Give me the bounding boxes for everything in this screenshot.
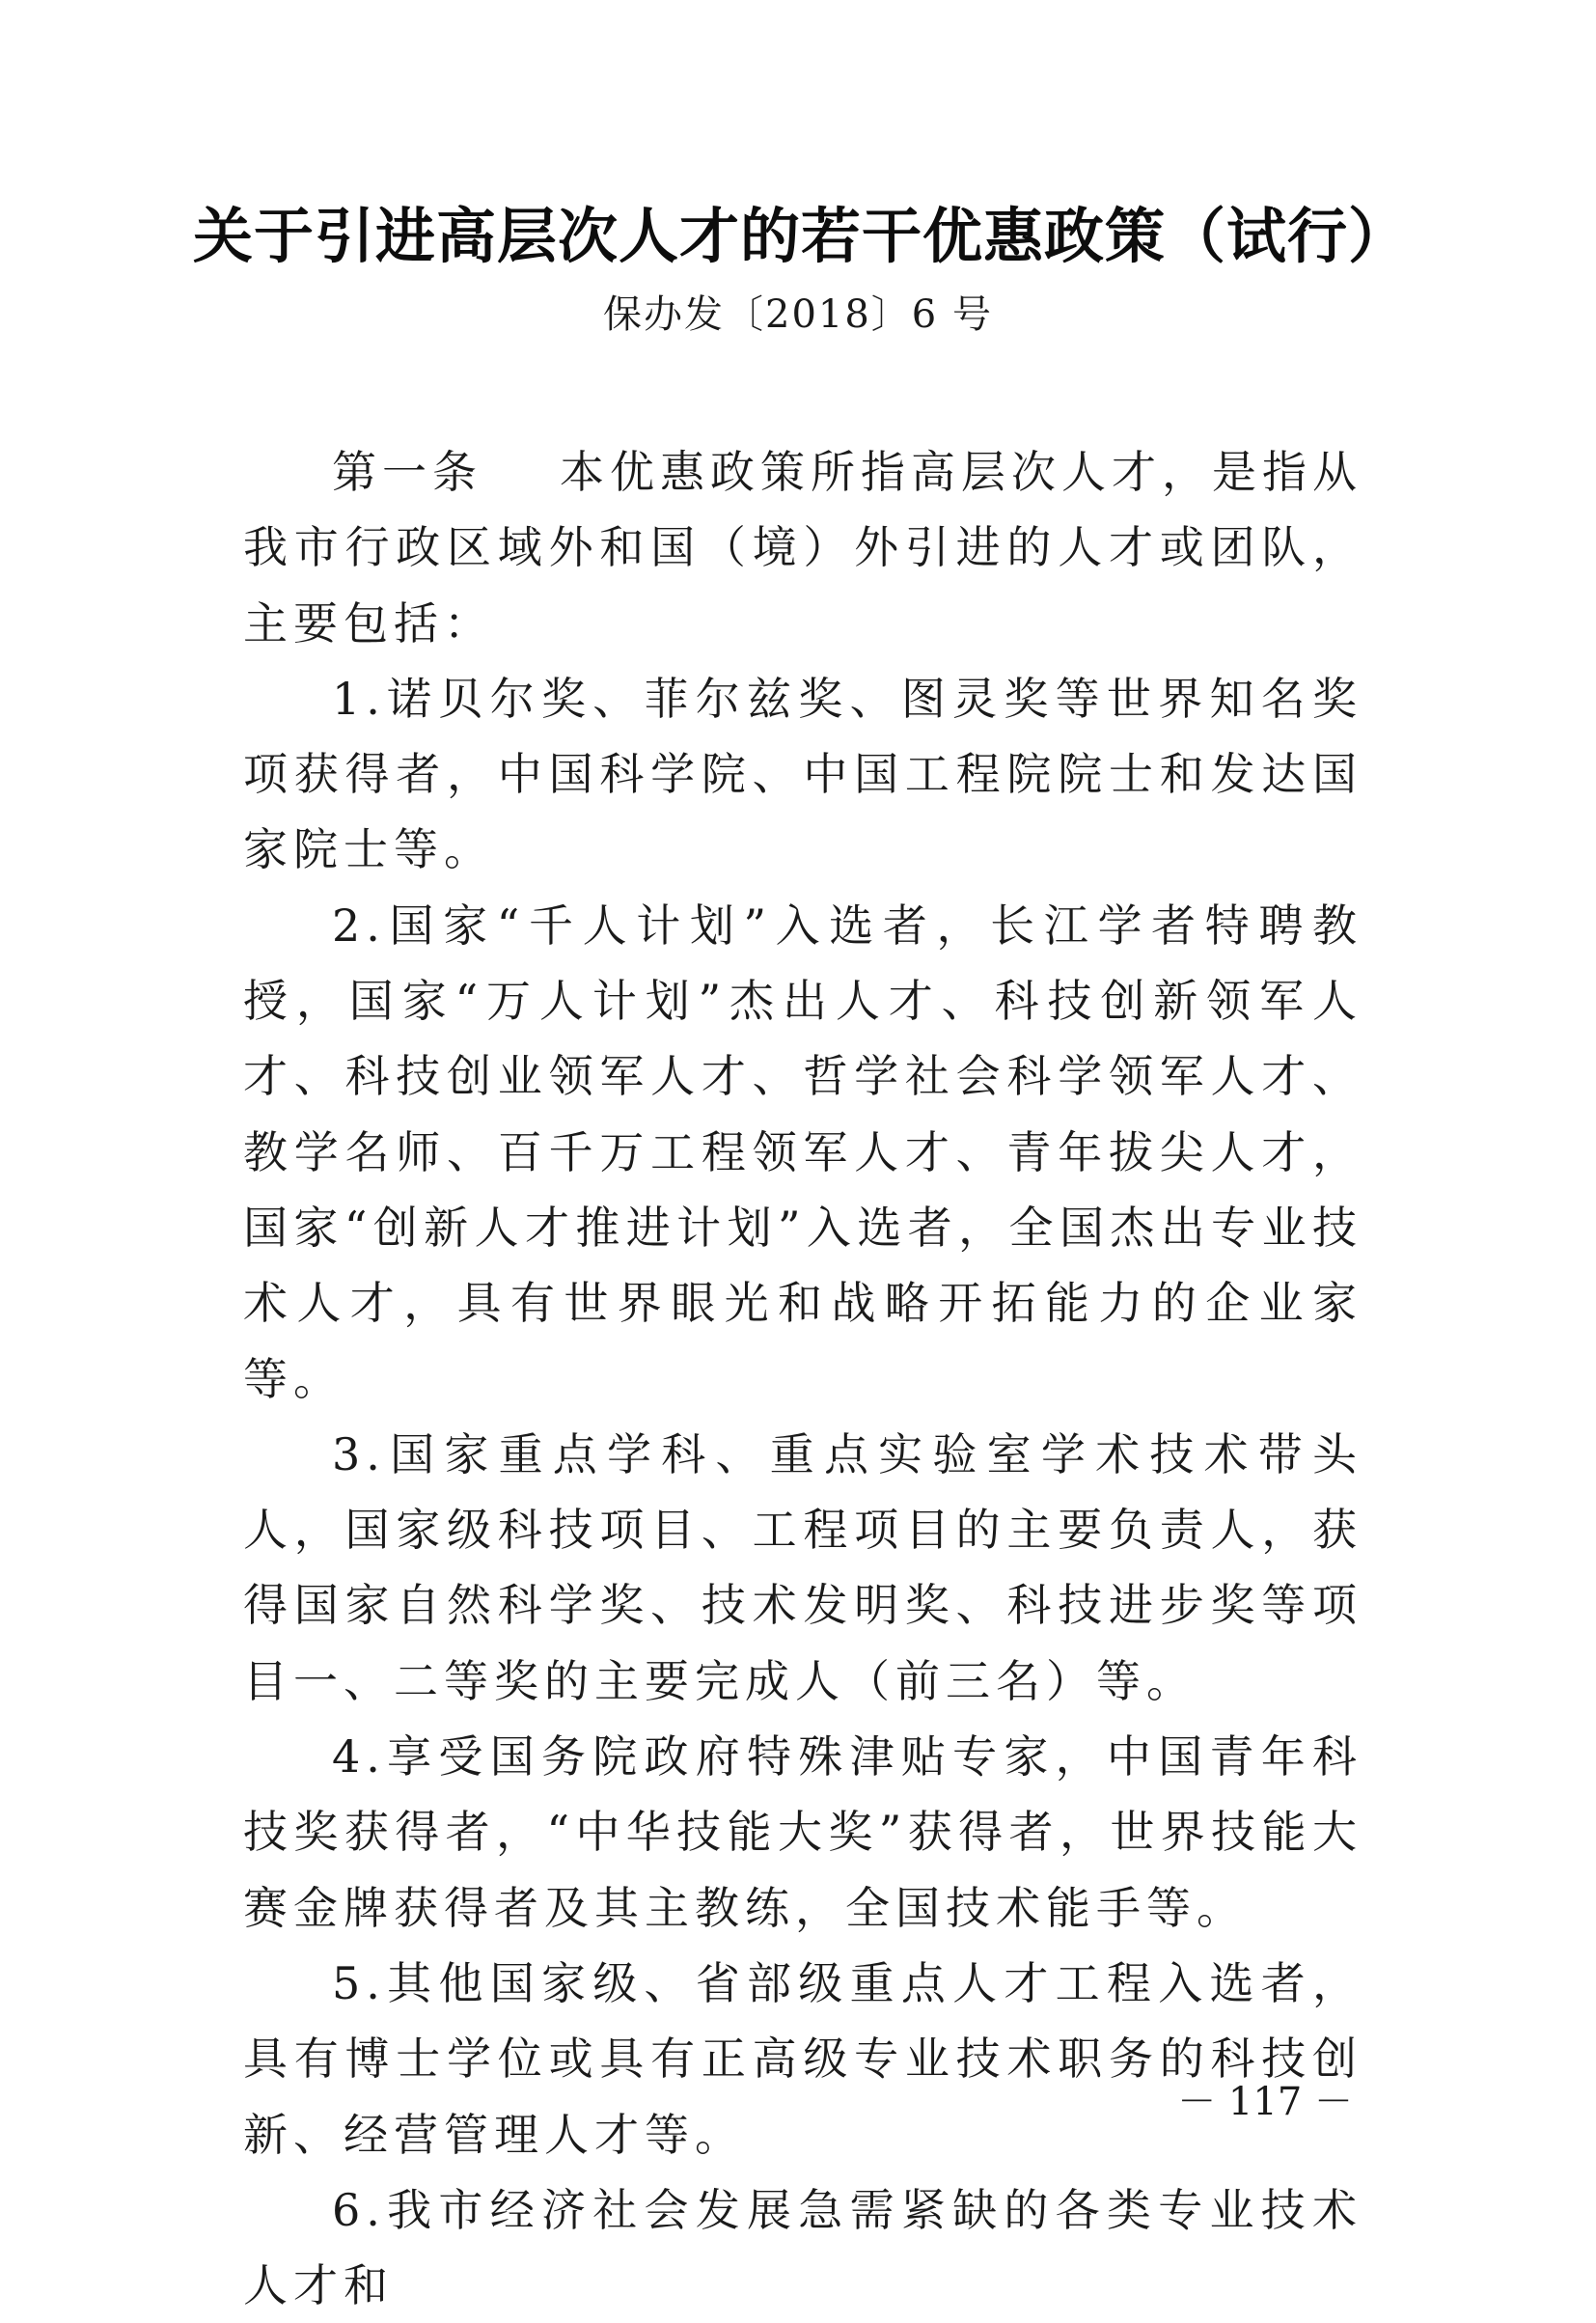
document-body <box>243 434 1362 2323</box>
list-item: 1.诺贝尔奖、菲尔兹奖、图灵奖等世界知名奖项获得者，中国科学院、中国工程院院士和发达国家院士等。 <box>243 672 1362 876</box>
document-number: 保办发〔2018〕6 号 <box>603 292 993 337</box>
page-number: － 117 － <box>1177 2080 1353 2124</box>
document-title: 关于引进高层次人才的若干优惠政策（试行） <box>193 201 1410 271</box>
article-label: 第一条 <box>332 446 482 498</box>
list-item: 5.其他国家级、省部级重点人才工程入选者，具有博士学位或具有正高级专业技术职务的科技创新、经营管理人才等。 <box>243 1956 1362 2161</box>
list-item: 2.国家“千人计划”入选者，长江学者特聘教授，国家“万人计划”杰出人才、科技创新领军人才、科技创业领军人才、哲学社会科学领军人才、教学名师、百千万工程领军人才、青年拔尖人才，国家“创新人才推进计划”入选者，全国杰出专业技术人才，具有世界眼光和战略开拓能力的企业家等。 <box>243 899 1362 1405</box>
article-1-intro <box>243 434 1362 661</box>
list-item: 4.享受国务院政府特殊津贴专家，中国青年科技奖获得者，“中华技能大奖”获得者，世界技能大赛金牌获得者及其主教练，全国技术能手等。 <box>243 1730 1362 1934</box>
article-1-intro-text: 本优惠政策所指高层次人才，是指从我市行政区域外和国（境）外引进的人才或团队，主要包括： <box>243 446 1362 650</box>
list-item: 3.国家重点学科、重点实验室学术技术带头人，国家级科技项目、工程项目的主要负责人，获得国家自然科学奖、技术发明奖、科技进步奖等项目一、二等奖的主要完成人（前三名）等。 <box>243 1427 1362 1707</box>
list-item: 6.我市经济社会发展急需紧缺的各类专业技术人才和 <box>243 2183 1362 2312</box>
